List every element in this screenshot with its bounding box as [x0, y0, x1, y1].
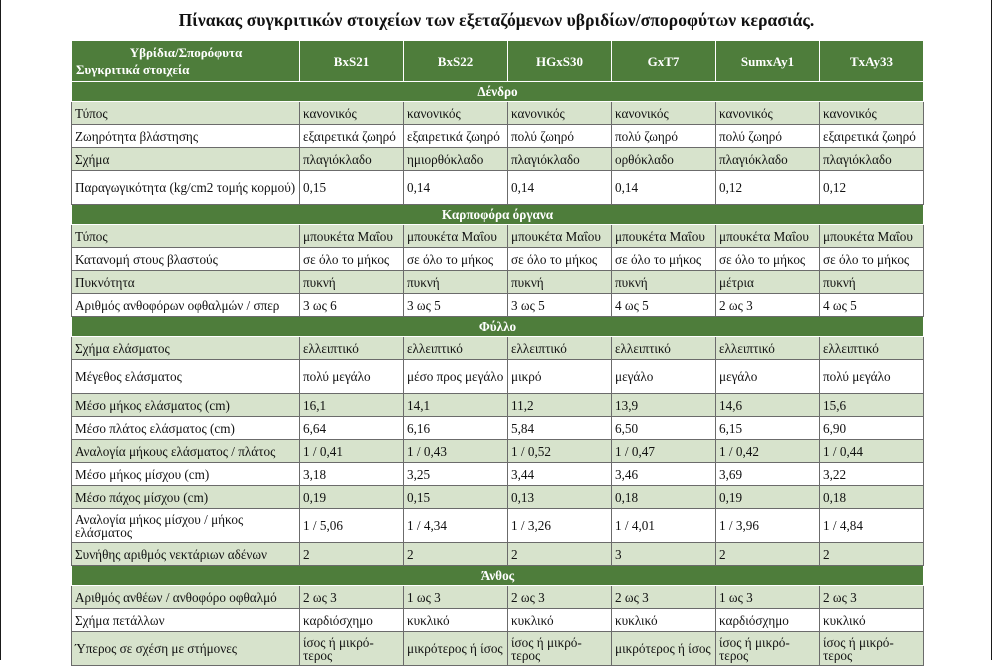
table-cell: μπουκέτα Μαΐου [820, 225, 924, 248]
comparison-table [71, 40, 924, 666]
table-cell: πλαγιόκλαδο [820, 148, 924, 171]
table-cell: 0,14 [508, 171, 612, 205]
row-label: Ζωηρότητα βλάστησης [72, 125, 300, 148]
corner-header-bottom: Συγκριτικά στοιχεία [76, 62, 190, 77]
table-cell: ίσος ή μικρό-τερος [716, 632, 820, 666]
table-cell: σε όλο το μήκος [716, 248, 820, 271]
table-cell: σε όλο το μήκος [300, 248, 404, 271]
table-row [72, 632, 924, 666]
table-cell: μέσο προς μεγάλο [404, 360, 508, 394]
table-cell: 1 / 0,41 [300, 440, 404, 463]
table-cell: 0,19 [300, 486, 404, 509]
table-cell: 3,44 [508, 463, 612, 486]
table-cell: 2 [404, 543, 508, 566]
table-cell: 14,1 [404, 394, 508, 417]
section-title: Φύλλο [72, 317, 924, 337]
table-row [72, 486, 924, 509]
section-title: Δένδρο [72, 82, 924, 102]
page-title: Πίνακας συγκριτικών στοιχείων των εξεταζόμενων υβριδίων/σποροφύτων κερασιάς. [178, 10, 815, 30]
table-cell: σε όλο το μήκος [612, 248, 716, 271]
table-row [72, 337, 924, 360]
table-cell: πυκνή [612, 271, 716, 294]
table-cell: 1 / 0,42 [716, 440, 820, 463]
table-cell: 0,15 [404, 486, 508, 509]
table-cell: εξαιρετικά ζωηρό [300, 125, 404, 148]
row-label: Παραγωγικότητα (kg/cm2 τομής κορμού) [72, 171, 300, 205]
table-row [72, 225, 924, 248]
table-row [72, 271, 924, 294]
table-cell: 5,84 [508, 417, 612, 440]
table-cell: 0,14 [404, 171, 508, 205]
table-cell: 6,16 [404, 417, 508, 440]
row-label: Μέσο πάχος μίσχου (cm) [72, 486, 300, 509]
table-cell: 3,22 [820, 463, 924, 486]
table-cell: 2 [508, 543, 612, 566]
row-label: Σχήμα πετάλλων [72, 609, 300, 632]
table-cell: πολύ μεγάλο [300, 360, 404, 394]
table-cell: 2 ως 3 [300, 586, 404, 609]
table-cell: 2 ως 3 [508, 586, 612, 609]
table-cell: 1 / 0,43 [404, 440, 508, 463]
table-cell: μεγάλο [716, 360, 820, 394]
row-label: Αριθμός ανθοφόρων οφθαλμών / σπερ [72, 294, 300, 317]
row-label: Τύπος [72, 102, 300, 125]
row-label: Μέσο πλάτος ελάσματος (cm) [72, 417, 300, 440]
table-cell: μικρότερος ή ίσος [612, 632, 716, 666]
table-row [72, 543, 924, 566]
section-title: Άνθος [72, 566, 924, 586]
table-cell: κανονικός [508, 102, 612, 125]
row-label: Πυκνότητα [72, 271, 300, 294]
row-label: Συνήθης αριθμός νεκτάριων αδένων [72, 543, 300, 566]
row-label: Ύπερος σε σχέση με στήμονες [72, 632, 300, 666]
table-row [72, 509, 924, 543]
table-row [72, 294, 924, 317]
row-label: Μέσο μήκος μίσχου (cm) [72, 463, 300, 486]
table-row [72, 148, 924, 171]
table-row [72, 417, 924, 440]
table-cell: πυκνή [820, 271, 924, 294]
table-cell: 16,1 [300, 394, 404, 417]
row-label: Σχήμα [72, 148, 300, 171]
table-cell: 1 / 0,47 [612, 440, 716, 463]
column-header: BxS21 [300, 41, 404, 82]
section-header-row [72, 205, 924, 225]
table-cell: πλαγιόκλαδο [508, 148, 612, 171]
row-label: Μέσο μήκος ελάσματος (cm) [72, 394, 300, 417]
table-row [72, 360, 924, 394]
table-cell: ελλειπτικό [716, 337, 820, 360]
table-cell: 2 ως 3 [612, 586, 716, 609]
table-cell: 11,2 [508, 394, 612, 417]
table-cell: πυκνή [300, 271, 404, 294]
column-header: HGxS30 [508, 41, 612, 82]
table-cell: ελλειπτικό [404, 337, 508, 360]
row-label: Κατανομή στους βλαστούς [72, 248, 300, 271]
table-row [72, 102, 924, 125]
row-label: Σχήμα ελάσματος [72, 337, 300, 360]
table-cell: πλαγιόκλαδο [716, 148, 820, 171]
table-cell: μπουκέτα Μαΐου [404, 225, 508, 248]
column-header: TxAy33 [820, 41, 924, 82]
table-cell: 1 / 0,52 [508, 440, 612, 463]
table-cell: μεγάλο [612, 360, 716, 394]
table-cell: εξαιρετικά ζωηρό [404, 125, 508, 148]
table-cell: 4 ως 5 [820, 294, 924, 317]
table-cell: κυκλικό [820, 609, 924, 632]
table-cell: κυκλικό [612, 609, 716, 632]
section-header-row [72, 317, 924, 337]
table-cell: ορθόκλαδο [612, 148, 716, 171]
table-cell: πυκνή [508, 271, 612, 294]
table-cell: 2 [716, 543, 820, 566]
table-cell: ελλειπτικό [820, 337, 924, 360]
table-cell: 2 ως 3 [820, 586, 924, 609]
table-row [72, 248, 924, 271]
table-row [72, 586, 924, 609]
table-cell: κανονικός [612, 102, 716, 125]
column-header: SumxAy1 [716, 41, 820, 82]
table-cell: ημιορθόκλαδο [404, 148, 508, 171]
table-cell: ελλειπτικό [508, 337, 612, 360]
table-cell: μπουκέτα Μαΐου [716, 225, 820, 248]
header-row [72, 41, 924, 82]
table-cell: πολύ μεγάλο [820, 360, 924, 394]
table-row [72, 440, 924, 463]
table-cell: ελλειπτικό [300, 337, 404, 360]
table-cell: 3,46 [612, 463, 716, 486]
table-cell: μικρότερος ή ίσος [404, 632, 508, 666]
table-cell: 0,15 [300, 171, 404, 205]
table-cell: κανονικός [820, 102, 924, 125]
table-cell: μπουκέτα Μαΐου [508, 225, 612, 248]
table-cell: 6,64 [300, 417, 404, 440]
table-cell: ίσος ή μικρό-τερος [508, 632, 612, 666]
row-label: Αριθμός ανθέων / ανθοφόρο οφθαλμό [72, 586, 300, 609]
right-border-line [991, 0, 992, 660]
table-cell: σε όλο το μήκος [508, 248, 612, 271]
table-cell: 15,6 [820, 394, 924, 417]
table-cell: 0,18 [820, 486, 924, 509]
table-cell: 0,12 [820, 171, 924, 205]
table-cell: 1 / 4,01 [612, 509, 716, 543]
row-label: Αναλογία μήκους ελάσματος / πλάτος [72, 440, 300, 463]
left-border-line [0, 0, 1, 660]
table-cell: 1 / 4,84 [820, 509, 924, 543]
row-label: Αναλογία μήκος μίσχου / μήκος ελάσματος [72, 509, 300, 543]
table-cell: κυκλικό [508, 609, 612, 632]
table-cell: πολύ ζωηρό [508, 125, 612, 148]
table-cell: ελλειπτικό [612, 337, 716, 360]
table-row [72, 394, 924, 417]
table-cell: πολύ ζωηρό [716, 125, 820, 148]
table-cell: σε όλο το μήκος [820, 248, 924, 271]
table-row [72, 609, 924, 632]
table-row [72, 125, 924, 148]
table-cell: 0,12 [716, 171, 820, 205]
table-cell: 3,69 [716, 463, 820, 486]
table-cell: 2 [820, 543, 924, 566]
table-cell: 0,13 [508, 486, 612, 509]
table-cell: μικρό [508, 360, 612, 394]
table-cell: 13,9 [612, 394, 716, 417]
table-cell: πολύ ζωηρό [612, 125, 716, 148]
table-cell: 1 / 3,26 [508, 509, 612, 543]
corner-header-cell [72, 41, 300, 82]
table-cell: 14,6 [716, 394, 820, 417]
table-cell: σε όλο το μήκος [404, 248, 508, 271]
row-label: Μέγεθος ελάσματος [72, 360, 300, 394]
table-body [72, 82, 924, 666]
table-row [72, 463, 924, 486]
table-cell: 1 / 0,44 [820, 440, 924, 463]
table-cell: κανονικός [716, 102, 820, 125]
table-cell: 0,18 [612, 486, 716, 509]
table-cell: μέτρια [716, 271, 820, 294]
table-cell: 6,50 [612, 417, 716, 440]
section-header-row [72, 566, 924, 586]
table-cell: 6,90 [820, 417, 924, 440]
table-cell: μπουκέτα Μαΐου [300, 225, 404, 248]
table-cell: 3 ως 5 [508, 294, 612, 317]
table-cell: 1 / 4,34 [404, 509, 508, 543]
section-title: Καρποφόρα όργανα [72, 205, 924, 225]
table-cell: 4 ως 5 [612, 294, 716, 317]
column-header: BxS22 [404, 41, 508, 82]
table-cell: κυκλικό [404, 609, 508, 632]
table-cell: καρδιόσχημο [300, 609, 404, 632]
table-cell: 1 ως 3 [404, 586, 508, 609]
corner-header-top: Υβρίδια/Σπορόφυτα [129, 45, 243, 60]
table-cell: 3 ως 5 [404, 294, 508, 317]
section-header-row [72, 82, 924, 102]
table-cell: κανονικός [300, 102, 404, 125]
table-cell: εξαιρετικά ζωηρό [820, 125, 924, 148]
table-cell: 1 / 3,96 [716, 509, 820, 543]
table-cell: 3,25 [404, 463, 508, 486]
table-cell: ίσος ή μικρό-τερος [820, 632, 924, 666]
table-cell: 1 ως 3 [716, 586, 820, 609]
table-cell: 3 [612, 543, 716, 566]
row-label: Τύπος [72, 225, 300, 248]
table-cell: ίσος ή μικρό-τερος [300, 632, 404, 666]
column-header: GxT7 [612, 41, 716, 82]
table-cell: μπουκέτα Μαΐου [612, 225, 716, 248]
table-cell: 0,14 [612, 171, 716, 205]
table-cell: 2 ως 3 [716, 294, 820, 317]
table-cell: πυκνή [404, 271, 508, 294]
table-cell: 6,15 [716, 417, 820, 440]
table-cell: 2 [300, 543, 404, 566]
table-row [72, 171, 924, 205]
table-cell: 1 / 5,06 [300, 509, 404, 543]
table-cell: 0,19 [716, 486, 820, 509]
table-cell: πλαγιόκλαδο [300, 148, 404, 171]
table-cell: κανονικός [404, 102, 508, 125]
table-cell: 3,18 [300, 463, 404, 486]
table-cell: καρδιόσχημο [716, 609, 820, 632]
table-cell: 3 ως 6 [300, 294, 404, 317]
